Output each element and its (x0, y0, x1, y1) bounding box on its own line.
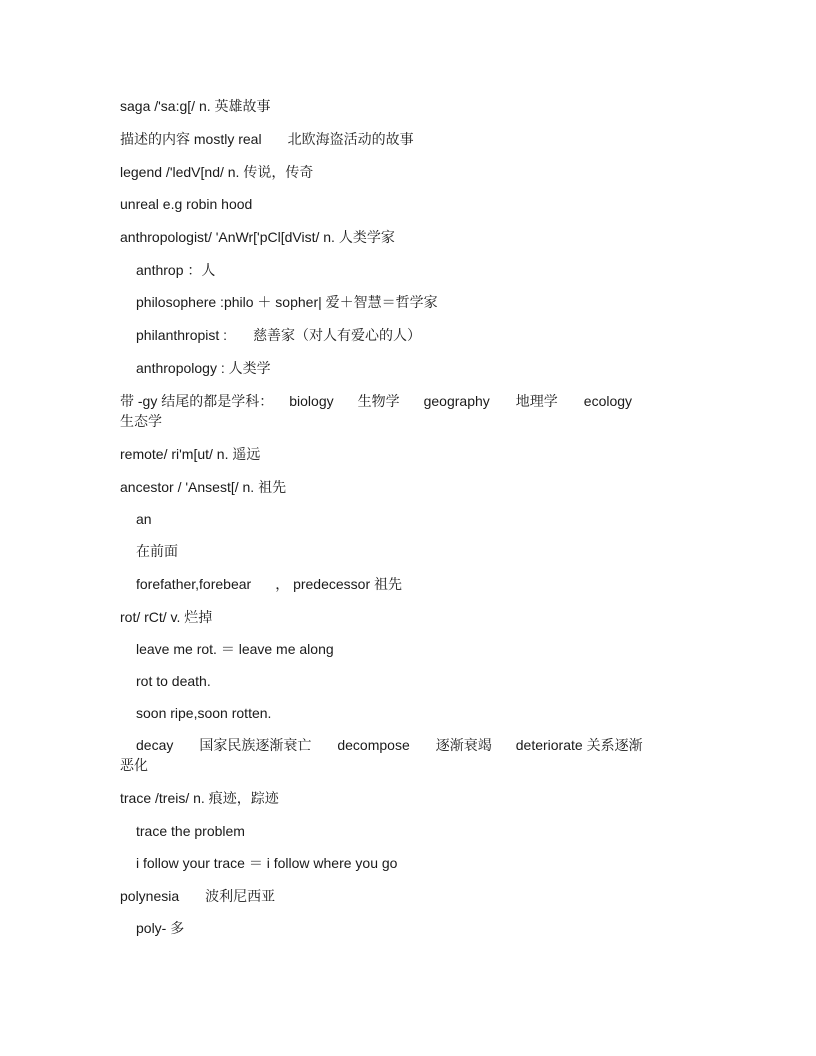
note-decay: decay 国家民族逐渐衰亡 decompose 逐渐衰竭 deteriorate 关系逐渐 (136, 737, 643, 753)
note-anthrop: anthrop ：人 (136, 262, 216, 278)
entry-remote: remote/ ri'm[ut/ n. 遥远 (120, 446, 261, 462)
note-leave-me-rot: leave me rot. ＝ leave me along (136, 641, 334, 657)
entry-polynesia: polynesia 波利尼西亚 (120, 888, 276, 904)
note-gy-suffix: 带 -gy 结尾的都是学科： biology 生物学 geography 地理学 ecology (120, 393, 633, 409)
entry-legend: legend /'ledV[nd/ n. 传说，传奇 (120, 164, 314, 180)
note-legend-example: unreal e.g robin hood (120, 196, 253, 212)
note-anthropology: anthropology : 人类学 (136, 360, 271, 376)
entry-saga: saga /'sa:g[/ n. 英雄故事 (120, 98, 271, 114)
note-an-meaning: 在前面 (136, 543, 178, 559)
entry-ancestor: ancestor / 'Ansest[/ n. 祖先 (120, 479, 287, 495)
note-rot-to-death: rot to death. (136, 673, 211, 689)
entry-anthropologist: anthropologist/ 'AnWr['pCl[dVist/ n. 人类学家 (120, 229, 395, 245)
note-trace-problem: trace the problem (136, 823, 245, 839)
note-an-prefix: an (136, 511, 152, 527)
note-forefather: forefather,forebear ， predecessor 祖先 (136, 576, 403, 592)
note-decay-wrap: 恶化 (120, 757, 148, 773)
entry-rot: rot/ rCt/ v. 烂掉 (120, 609, 213, 625)
note-soon-ripe: soon ripe,soon rotten. (136, 705, 272, 721)
note-follow-trace: i follow your trace ＝ i follow where you go (136, 855, 398, 871)
note-saga-content: 描述的内容 mostly real 北欧海盗活动的故事 (120, 131, 414, 147)
note-poly-prefix: poly- 多 (136, 920, 185, 936)
note-philanthropist: philanthropist : 慈善家（对人有爱心的人） (136, 327, 422, 343)
note-gy-suffix-wrap: 生态学 (120, 413, 162, 429)
note-philosophere: philosophere :philo ＋ sopher| 爱＋智慧＝哲学家 (136, 294, 438, 310)
entry-trace: trace /treis/ n. 痕迹，踪迹 (120, 790, 279, 806)
